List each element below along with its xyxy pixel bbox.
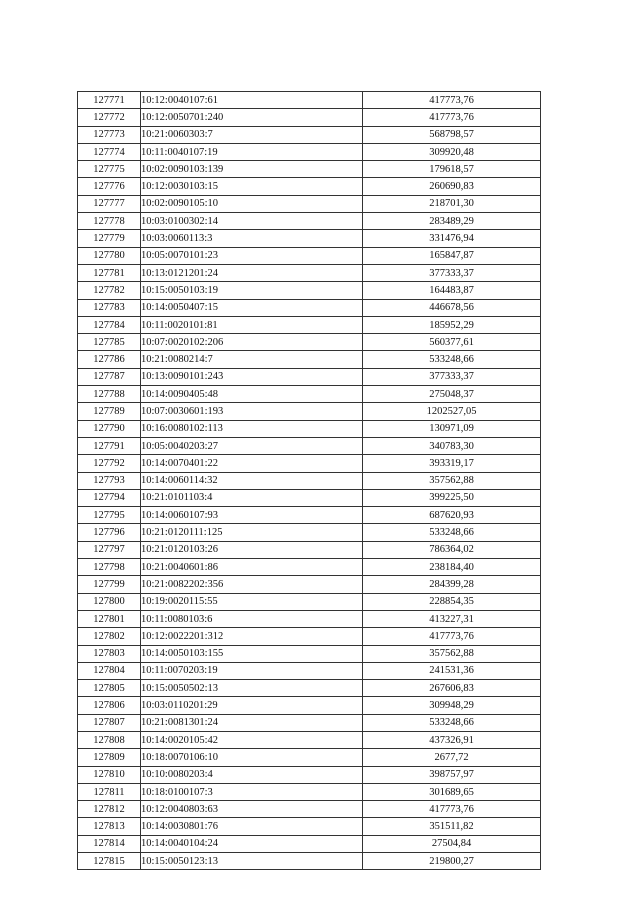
row-number-cell: 127778 <box>78 213 141 230</box>
cadastral-value-cell: 377333,37 <box>363 264 541 281</box>
table-row <box>78 368 541 385</box>
cadastral-value-cell: 179618,57 <box>363 161 541 178</box>
cadastral-value-cell: 437326,91 <box>363 731 541 748</box>
row-number-cell: 127792 <box>78 455 141 472</box>
cadastral-number-cell: 10:11:0020101:81 <box>141 316 363 333</box>
table-row <box>78 610 541 627</box>
cadastral-value-cell: 284399,28 <box>363 576 541 593</box>
table-row <box>78 334 541 351</box>
cadastral-number-cell: 10:05:0040203:27 <box>141 437 363 454</box>
table-row <box>78 489 541 506</box>
cadastral-value-cell: 241531,36 <box>363 662 541 679</box>
cadastral-number-cell: 10:03:0060113:3 <box>141 230 363 247</box>
cadastral-number-cell: 10:21:0081301:24 <box>141 714 363 731</box>
table-row <box>78 178 541 195</box>
cadastral-value-cell: 357562,88 <box>363 645 541 662</box>
row-number-cell: 127806 <box>78 697 141 714</box>
cadastral-number-cell: 10:18:0100107:3 <box>141 783 363 800</box>
cadastral-number-cell: 10:05:0070101:23 <box>141 247 363 264</box>
table-row <box>78 593 541 610</box>
row-number-cell: 127789 <box>78 403 141 420</box>
cadastral-number-cell: 10:21:0082202:356 <box>141 576 363 593</box>
cadastral-number-cell: 10:14:0060107:93 <box>141 507 363 524</box>
cadastral-value-cell: 165847,87 <box>363 247 541 264</box>
row-number-cell: 127793 <box>78 472 141 489</box>
row-number-cell: 127810 <box>78 766 141 783</box>
row-number-cell: 127790 <box>78 420 141 437</box>
table-row <box>78 559 541 576</box>
table-row <box>78 351 541 368</box>
table-row <box>78 316 541 333</box>
cadastral-value-cell: 238184,40 <box>363 559 541 576</box>
cadastral-value-cell: 218701,30 <box>363 195 541 212</box>
cadastral-value-cell: 228854,35 <box>363 593 541 610</box>
cadastral-value-cell: 533248,66 <box>363 714 541 731</box>
cadastral-value-cell: 568798,57 <box>363 126 541 143</box>
cadastral-value-cell: 2677,72 <box>363 749 541 766</box>
row-number-cell: 127796 <box>78 524 141 541</box>
row-number-cell: 127797 <box>78 541 141 558</box>
cadastral-value-table <box>77 91 541 870</box>
cadastral-value-cell: 417773,76 <box>363 801 541 818</box>
row-number-cell: 127798 <box>78 559 141 576</box>
table-row <box>78 195 541 212</box>
cadastral-value-cell: 377333,37 <box>363 368 541 385</box>
cadastral-value-cell: 27504,84 <box>363 835 541 852</box>
table-row <box>78 264 541 281</box>
cadastral-number-cell: 10:10:0080203:4 <box>141 766 363 783</box>
cadastral-value-cell: 399225,50 <box>363 489 541 506</box>
cadastral-value-cell: 687620,93 <box>363 507 541 524</box>
cadastral-value-cell: 283489,29 <box>363 213 541 230</box>
cadastral-number-cell: 10:14:0050103:155 <box>141 645 363 662</box>
row-number-cell: 127805 <box>78 680 141 697</box>
cadastral-number-cell: 10:18:0070106:10 <box>141 749 363 766</box>
cadastral-value-cell: 1202527,05 <box>363 403 541 420</box>
row-number-cell: 127807 <box>78 714 141 731</box>
cadastral-value-cell: 417773,76 <box>363 628 541 645</box>
row-number-cell: 127771 <box>78 92 141 109</box>
table-row <box>78 299 541 316</box>
table-row <box>78 109 541 126</box>
table-row <box>78 386 541 403</box>
cadastral-value-cell: 533248,66 <box>363 524 541 541</box>
cadastral-number-cell: 10:13:0090101:243 <box>141 368 363 385</box>
table-row <box>78 92 541 109</box>
row-number-cell: 127780 <box>78 247 141 264</box>
row-number-cell: 127813 <box>78 818 141 835</box>
cadastral-value-cell: 786364,02 <box>363 541 541 558</box>
table-row <box>78 835 541 852</box>
cadastral-number-cell: 10:12:0050701:240 <box>141 109 363 126</box>
table-row <box>78 628 541 645</box>
cadastral-number-cell: 10:02:0090103:139 <box>141 161 363 178</box>
cadastral-value-cell: 446678,56 <box>363 299 541 316</box>
table-row <box>78 541 541 558</box>
cadastral-value-cell: 164483,87 <box>363 282 541 299</box>
cadastral-number-cell: 10:11:0080103:6 <box>141 610 363 627</box>
cadastral-number-cell: 10:12:0040107:61 <box>141 92 363 109</box>
row-number-cell: 127786 <box>78 351 141 368</box>
table-row <box>78 714 541 731</box>
table-body <box>78 92 541 870</box>
cadastral-number-cell: 10:21:0060303:7 <box>141 126 363 143</box>
table-row <box>78 507 541 524</box>
cadastral-number-cell: 10:14:0030801:76 <box>141 818 363 835</box>
row-number-cell: 127783 <box>78 299 141 316</box>
row-number-cell: 127811 <box>78 783 141 800</box>
cadastral-number-cell: 10:14:0050407:15 <box>141 299 363 316</box>
row-number-cell: 127803 <box>78 645 141 662</box>
table-row <box>78 455 541 472</box>
table-row <box>78 645 541 662</box>
cadastral-number-cell: 10:14:0040104:24 <box>141 835 363 852</box>
table-row <box>78 282 541 299</box>
row-number-cell: 127812 <box>78 801 141 818</box>
row-number-cell: 127782 <box>78 282 141 299</box>
cadastral-number-cell: 10:16:0080102:113 <box>141 420 363 437</box>
cadastral-number-cell: 10:21:0080214:7 <box>141 351 363 368</box>
row-number-cell: 127814 <box>78 835 141 852</box>
cadastral-number-cell: 10:11:0040107:19 <box>141 143 363 160</box>
table-row <box>78 697 541 714</box>
cadastral-value-cell: 130971,09 <box>363 420 541 437</box>
row-number-cell: 127772 <box>78 109 141 126</box>
cadastral-number-cell: 10:14:0070401:22 <box>141 455 363 472</box>
cadastral-value-cell: 260690,83 <box>363 178 541 195</box>
cadastral-number-cell: 10:21:0101103:4 <box>141 489 363 506</box>
cadastral-number-cell: 10:11:0070203:19 <box>141 662 363 679</box>
table-row <box>78 126 541 143</box>
table-row <box>78 801 541 818</box>
cadastral-value-cell: 275048,37 <box>363 386 541 403</box>
cadastral-value-cell: 301689,65 <box>363 783 541 800</box>
row-number-cell: 127795 <box>78 507 141 524</box>
row-number-cell: 127788 <box>78 386 141 403</box>
cadastral-value-cell: 331476,94 <box>363 230 541 247</box>
table-row <box>78 213 541 230</box>
cadastral-value-cell: 219800,27 <box>363 853 541 870</box>
row-number-cell: 127802 <box>78 628 141 645</box>
cadastral-value-cell: 309948,29 <box>363 697 541 714</box>
table-row <box>78 403 541 420</box>
cadastral-value-cell: 267606,83 <box>363 680 541 697</box>
row-number-cell: 127799 <box>78 576 141 593</box>
table-row <box>78 731 541 748</box>
cadastral-number-cell: 10:15:0050123:13 <box>141 853 363 870</box>
table-row <box>78 576 541 593</box>
cadastral-value-cell: 533248,66 <box>363 351 541 368</box>
table-row <box>78 662 541 679</box>
row-number-cell: 127801 <box>78 610 141 627</box>
row-number-cell: 127809 <box>78 749 141 766</box>
row-number-cell: 127815 <box>78 853 141 870</box>
table-row <box>78 818 541 835</box>
row-number-cell: 127784 <box>78 316 141 333</box>
cadastral-number-cell: 10:19:0020115:55 <box>141 593 363 610</box>
cadastral-number-cell: 10:21:0120103:26 <box>141 541 363 558</box>
row-number-cell: 127776 <box>78 178 141 195</box>
row-number-cell: 127785 <box>78 334 141 351</box>
cadastral-value-cell: 417773,76 <box>363 109 541 126</box>
row-number-cell: 127804 <box>78 662 141 679</box>
cadastral-value-cell: 309920,48 <box>363 143 541 160</box>
cadastral-value-cell: 417773,76 <box>363 92 541 109</box>
cadastral-number-cell: 10:07:0020102:206 <box>141 334 363 351</box>
table-row <box>78 230 541 247</box>
table-row <box>78 472 541 489</box>
row-number-cell: 127791 <box>78 437 141 454</box>
row-number-cell: 127794 <box>78 489 141 506</box>
cadastral-value-cell: 560377,61 <box>363 334 541 351</box>
row-number-cell: 127773 <box>78 126 141 143</box>
row-number-cell: 127800 <box>78 593 141 610</box>
table-row <box>78 420 541 437</box>
table-row <box>78 161 541 178</box>
row-number-cell: 127787 <box>78 368 141 385</box>
cadastral-value-cell: 357562,88 <box>363 472 541 489</box>
row-number-cell: 127808 <box>78 731 141 748</box>
cadastral-number-cell: 10:12:0040803:63 <box>141 801 363 818</box>
cadastral-value-cell: 185952,29 <box>363 316 541 333</box>
cadastral-value-cell: 413227,31 <box>363 610 541 627</box>
table-row <box>78 680 541 697</box>
cadastral-number-cell: 10:15:0050103:19 <box>141 282 363 299</box>
cadastral-value-cell: 393319,17 <box>363 455 541 472</box>
cadastral-number-cell: 10:13:0121201:24 <box>141 264 363 281</box>
row-number-cell: 127779 <box>78 230 141 247</box>
row-number-cell: 127781 <box>78 264 141 281</box>
cadastral-number-cell: 10:15:0050502:13 <box>141 680 363 697</box>
table-row <box>78 524 541 541</box>
cadastral-number-cell: 10:14:0060114:32 <box>141 472 363 489</box>
cadastral-number-cell: 10:21:0120111:125 <box>141 524 363 541</box>
cadastral-number-cell: 10:02:0090105:10 <box>141 195 363 212</box>
table-row <box>78 437 541 454</box>
row-number-cell: 127777 <box>78 195 141 212</box>
cadastral-number-cell: 10:14:0090405:48 <box>141 386 363 403</box>
cadastral-number-cell: 10:03:0110201:29 <box>141 697 363 714</box>
row-number-cell: 127775 <box>78 161 141 178</box>
table-row <box>78 143 541 160</box>
cadastral-number-cell: 10:07:0030601:193 <box>141 403 363 420</box>
cadastral-number-cell: 10:21:0040601:86 <box>141 559 363 576</box>
cadastral-number-cell: 10:12:0030103:15 <box>141 178 363 195</box>
table-row <box>78 247 541 264</box>
table-row <box>78 853 541 870</box>
table-row <box>78 766 541 783</box>
cadastral-number-cell: 10:12:0022201:312 <box>141 628 363 645</box>
table-row <box>78 783 541 800</box>
cadastral-number-cell: 10:03:0100302:14 <box>141 213 363 230</box>
cadastral-value-cell: 340783,30 <box>363 437 541 454</box>
table-row <box>78 749 541 766</box>
cadastral-value-cell: 398757,97 <box>363 766 541 783</box>
row-number-cell: 127774 <box>78 143 141 160</box>
cadastral-number-cell: 10:14:0020105:42 <box>141 731 363 748</box>
cadastral-value-cell: 351511,82 <box>363 818 541 835</box>
